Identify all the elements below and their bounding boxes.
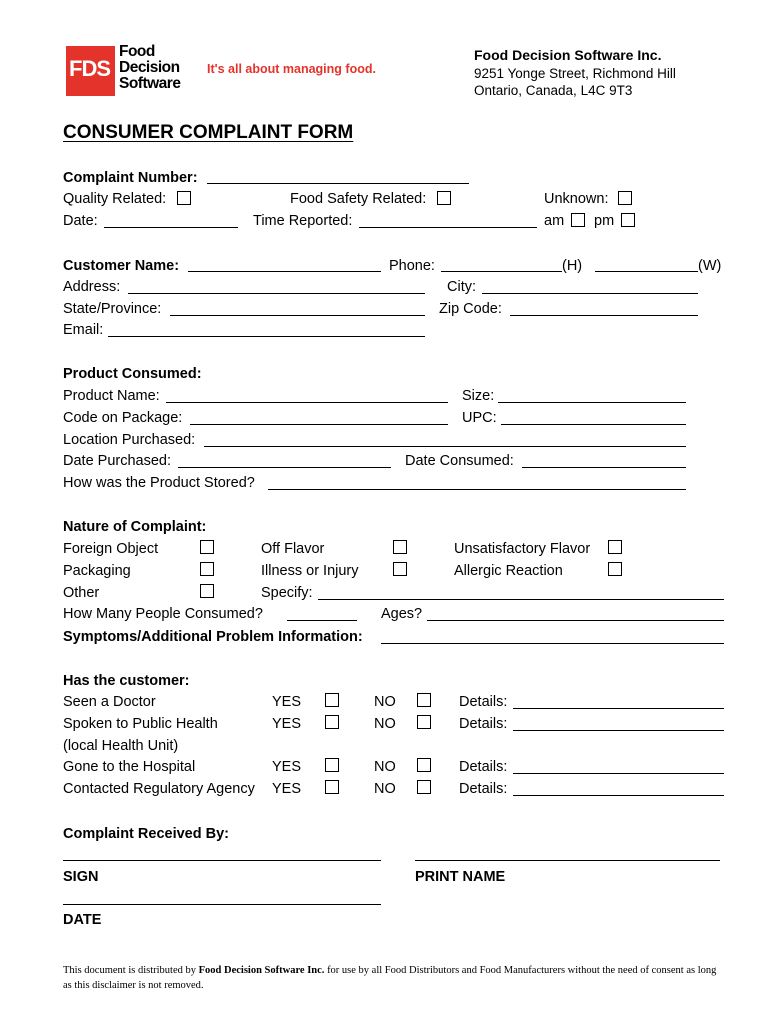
date-purchased-field[interactable] bbox=[178, 467, 391, 468]
specify-field[interactable] bbox=[318, 599, 724, 600]
phone-home-label: (H) bbox=[562, 258, 583, 274]
company-logo bbox=[66, 46, 115, 96]
food-safety-checkbox[interactable] bbox=[437, 191, 451, 205]
disclaimer-prefix: This document is distributed by bbox=[63, 965, 199, 976]
health-unit-note: (local Health Unit) bbox=[63, 738, 179, 754]
complaint-number-label: Complaint Number: bbox=[63, 170, 198, 186]
pm-checkbox[interactable] bbox=[621, 213, 635, 227]
unsatisfactory-flavor-checkbox[interactable] bbox=[608, 540, 622, 554]
disclaimer bbox=[63, 963, 723, 993]
public-health-yes-checkbox[interactable] bbox=[325, 715, 339, 729]
seen-doctor-details-field[interactable] bbox=[513, 708, 724, 709]
symptoms-field[interactable] bbox=[381, 643, 724, 644]
public-health-details-label: Details: bbox=[459, 716, 508, 732]
hospital-no-checkbox[interactable] bbox=[417, 758, 431, 772]
phone-home-field[interactable] bbox=[441, 271, 562, 272]
product-name-label: Product Name: bbox=[63, 388, 160, 404]
nature-heading: Nature of Complaint: bbox=[63, 519, 207, 535]
public-health-yes-label: YES bbox=[272, 716, 302, 732]
regulatory-no-checkbox[interactable] bbox=[417, 780, 431, 794]
logo-word-software: Software bbox=[119, 75, 181, 92]
regulatory-details-field[interactable] bbox=[513, 795, 724, 796]
date-field[interactable] bbox=[104, 227, 238, 228]
food-safety-label: Food Safety Related: bbox=[290, 191, 427, 207]
seen-doctor-no-checkbox[interactable] bbox=[417, 693, 431, 707]
ages-field[interactable] bbox=[427, 620, 724, 621]
company-name: Food Decision Software Inc. bbox=[474, 47, 662, 63]
stored-field[interactable] bbox=[268, 489, 686, 490]
complaint-number-field[interactable] bbox=[207, 183, 469, 184]
zip-label: Zip Code: bbox=[439, 301, 502, 317]
address-field[interactable] bbox=[128, 293, 425, 294]
print-name-label: PRINT NAME bbox=[415, 869, 506, 885]
other-checkbox[interactable] bbox=[200, 584, 214, 598]
upc-label: UPC: bbox=[462, 410, 497, 426]
logo-mark: FDS bbox=[69, 56, 110, 81]
disclaimer-suffix: for use by all Food Distributors and Food Manufacturers without the need of consent as long as this disclaimer is not removed. bbox=[63, 965, 717, 991]
quality-related-checkbox[interactable] bbox=[177, 191, 191, 205]
hospital-details-field[interactable] bbox=[513, 773, 724, 774]
packaging-label: Packaging bbox=[63, 563, 131, 579]
customer-actions-heading: Has the customer: bbox=[63, 673, 190, 689]
off-flavor-label: Off Flavor bbox=[261, 541, 325, 557]
hospital-yes-checkbox[interactable] bbox=[325, 758, 339, 772]
date-purchased-label: Date Purchased: bbox=[63, 453, 172, 469]
logo-wordmark bbox=[119, 44, 180, 92]
size-label: Size: bbox=[462, 388, 495, 404]
am-label: am bbox=[544, 213, 565, 229]
illness-checkbox[interactable] bbox=[393, 562, 407, 576]
form-title: CONSUMER COMPLAINT FORM bbox=[63, 122, 354, 143]
city-label: City: bbox=[447, 279, 476, 295]
logo-word-decision: Decision bbox=[119, 59, 180, 76]
phone-label: Phone: bbox=[389, 258, 435, 274]
sign-label: SIGN bbox=[63, 869, 99, 885]
date-consumed-label: Date Consumed: bbox=[405, 453, 514, 469]
email-field[interactable] bbox=[108, 336, 425, 337]
regulatory-details-label: Details: bbox=[459, 781, 508, 797]
seen-doctor-yes-checkbox[interactable] bbox=[325, 693, 339, 707]
foreign-object-label: Foreign Object bbox=[63, 541, 159, 557]
zip-field[interactable] bbox=[510, 315, 698, 316]
hospital-yes-label: YES bbox=[272, 759, 302, 775]
seen-doctor-label: Seen a Doctor bbox=[63, 694, 156, 710]
unknown-checkbox[interactable] bbox=[618, 191, 632, 205]
print-name-field[interactable] bbox=[415, 860, 720, 861]
email-label: Email: bbox=[63, 322, 104, 338]
upc-field[interactable] bbox=[501, 424, 686, 425]
packaging-checkbox[interactable] bbox=[200, 562, 214, 576]
phone-work-field[interactable] bbox=[595, 271, 698, 272]
time-reported-field[interactable] bbox=[359, 227, 537, 228]
code-field[interactable] bbox=[190, 424, 448, 425]
unsatisfactory-flavor-label: Unsatisfactory Flavor bbox=[454, 541, 591, 557]
pm-label: pm bbox=[594, 213, 615, 229]
received-date-label: DATE bbox=[63, 912, 102, 928]
address-label: Address: bbox=[63, 279, 121, 295]
symptoms-label: Symptoms/Additional Problem Information: bbox=[63, 629, 363, 645]
customer-name-field[interactable] bbox=[188, 271, 381, 272]
product-name-field[interactable] bbox=[166, 402, 448, 403]
allergic-checkbox[interactable] bbox=[608, 562, 622, 576]
received-date-field[interactable] bbox=[63, 904, 381, 905]
allergic-label: Allergic Reaction bbox=[454, 563, 563, 579]
quality-related-label: Quality Related: bbox=[63, 191, 167, 207]
people-consumed-label: How Many People Consumed? bbox=[63, 606, 263, 622]
code-label: Code on Package: bbox=[63, 410, 183, 426]
regulatory-yes-checkbox[interactable] bbox=[325, 780, 339, 794]
customer-name-label: Customer Name: bbox=[63, 258, 180, 274]
received-by-heading: Complaint Received By: bbox=[63, 826, 229, 842]
location-field[interactable] bbox=[204, 446, 686, 447]
company-address-line1: 9251 Yonge Street, Richmond Hill bbox=[474, 66, 676, 81]
specify-label: Specify: bbox=[261, 585, 313, 601]
disclaimer-company: Food Decision Software Inc. bbox=[198, 965, 325, 976]
public-health-label: Spoken to Public Health bbox=[63, 716, 218, 732]
date-label: Date: bbox=[63, 213, 98, 229]
state-field[interactable] bbox=[170, 315, 425, 316]
people-consumed-field[interactable] bbox=[287, 620, 357, 621]
off-flavor-checkbox[interactable] bbox=[393, 540, 407, 554]
am-checkbox[interactable] bbox=[571, 213, 585, 227]
public-health-details-field[interactable] bbox=[513, 730, 724, 731]
location-label: Location Purchased: bbox=[63, 432, 196, 448]
public-health-no-label: NO bbox=[374, 716, 396, 732]
regulatory-label: Contacted Regulatory Agency bbox=[63, 781, 255, 797]
other-label: Other bbox=[63, 585, 100, 601]
phone-work-label: (W) bbox=[698, 258, 722, 274]
seen-doctor-details-label: Details: bbox=[459, 694, 508, 710]
foreign-object-checkbox[interactable] bbox=[200, 540, 214, 554]
public-health-no-checkbox[interactable] bbox=[417, 715, 431, 729]
regulatory-no-label: NO bbox=[374, 781, 396, 797]
hospital-no-label: NO bbox=[374, 759, 396, 775]
state-label: State/Province: bbox=[63, 301, 162, 317]
illness-label: Illness or Injury bbox=[261, 563, 359, 579]
seen-doctor-yes-label: YES bbox=[272, 694, 302, 710]
regulatory-yes-label: YES bbox=[272, 781, 302, 797]
hospital-details-label: Details: bbox=[459, 759, 508, 775]
stored-label: How was the Product Stored? bbox=[63, 475, 255, 491]
sign-field[interactable] bbox=[63, 860, 381, 861]
tagline: It's all about managing food. bbox=[207, 62, 376, 76]
logo-word-food: Food bbox=[119, 43, 155, 60]
company-address-line2: Ontario, Canada, L4C 9T3 bbox=[474, 83, 633, 98]
time-reported-label: Time Reported: bbox=[253, 213, 353, 229]
date-consumed-field[interactable] bbox=[522, 467, 686, 468]
unknown-label: Unknown: bbox=[544, 191, 609, 207]
ages-label: Ages? bbox=[381, 606, 423, 622]
seen-doctor-no-label: NO bbox=[374, 694, 396, 710]
hospital-label: Gone to the Hospital bbox=[63, 759, 196, 775]
size-field[interactable] bbox=[498, 402, 686, 403]
product-heading: Product Consumed: bbox=[63, 366, 202, 382]
city-field[interactable] bbox=[482, 293, 698, 294]
